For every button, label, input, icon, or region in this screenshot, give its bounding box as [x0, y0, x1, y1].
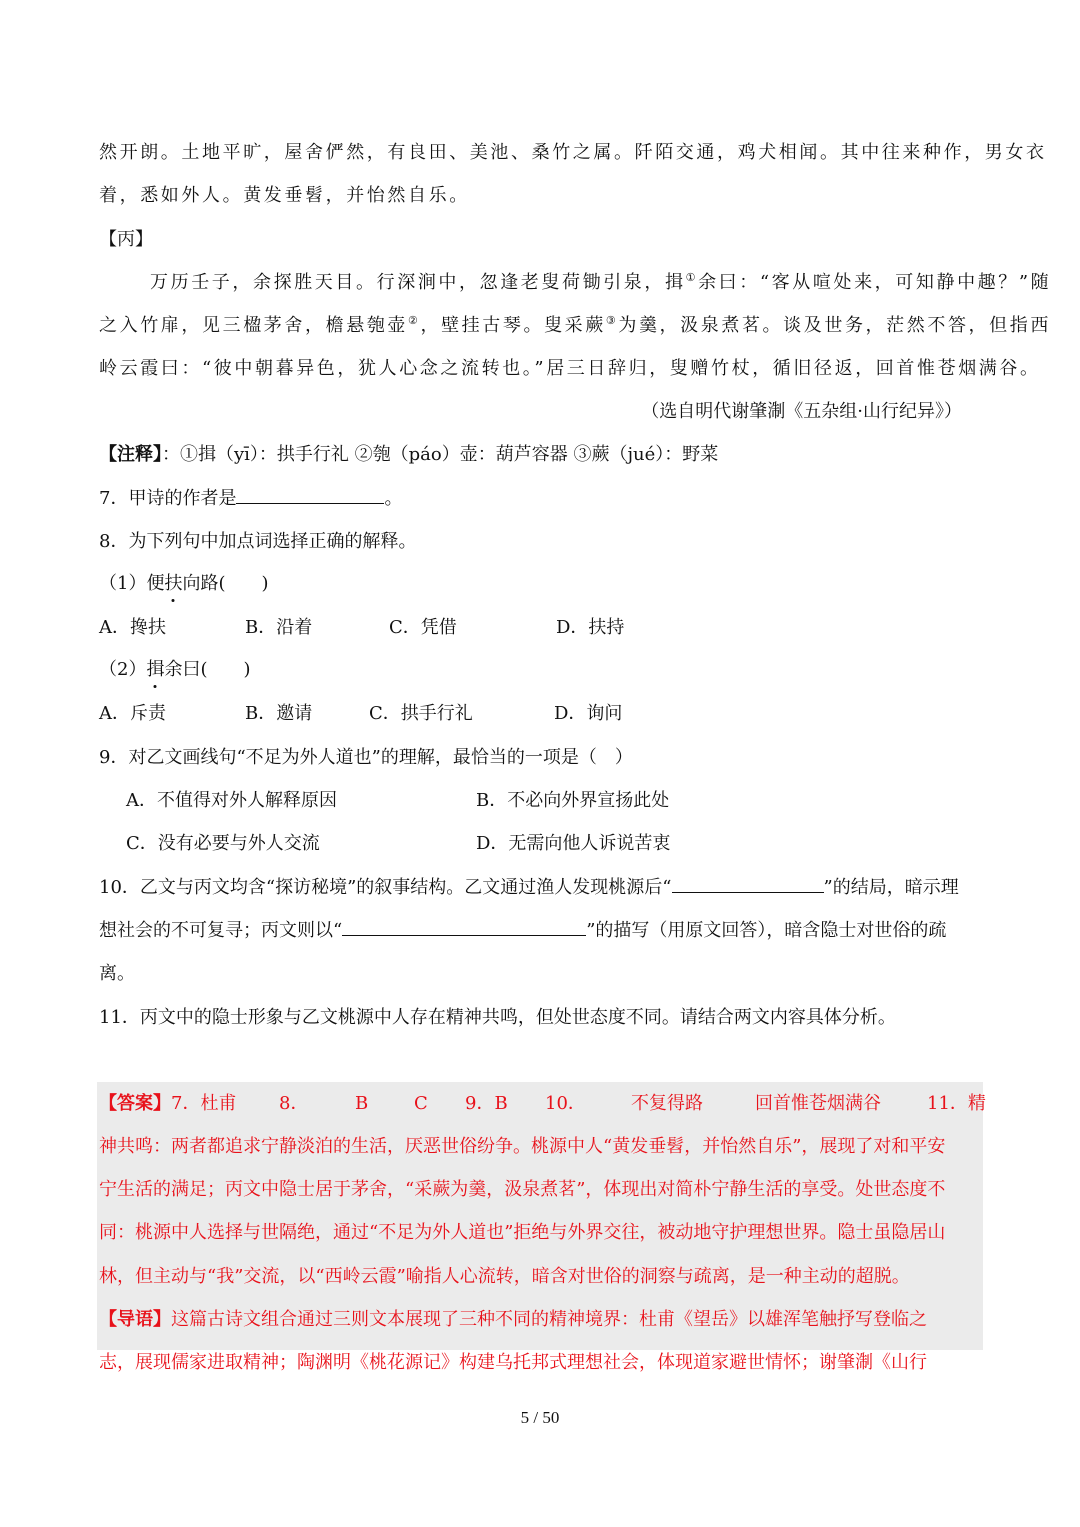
option-d[interactable]: D．无需向他人诉说苦衷 [476, 833, 671, 854]
option-b[interactable]: B．邀请 [245, 703, 313, 724]
question-11: 11．丙文中的隐士形象与乙文桃源中人存在精神共鸣，但处世态度不同。请结合两文内容具体分析。 [99, 1007, 896, 1028]
text-line: 万历壬子，余探胜天目。行深涧中，忽逢老叟荷锄引泉，揖①余曰：“客从喧处来，可知静中趣？”随 [150, 271, 1052, 293]
guide-line: 志，展现儒家进取精神；陶渊明《桃花源记》构建乌托邦式理想社会，体现道家避世情怀；谢肇淛《山行 [99, 1352, 927, 1373]
page-number: 5 / 50 [520, 1408, 560, 1427]
option-a[interactable]: A．不值得对外人解释原因 [126, 790, 337, 811]
question-8-1: （1）便扶向路( ) [99, 573, 269, 594]
option-c[interactable]: C．拱手行礼 [369, 703, 473, 724]
option-d[interactable]: D．询问 [554, 703, 623, 724]
option-d[interactable]: D．扶持 [556, 617, 625, 638]
text-line: 岭云霞曰：“彼中朝暮异色，犹人心念之流转也。”居三日辞归，叟赠竹杖，循旧径返，回首惟苍烟满谷。 [99, 358, 1041, 379]
source-citation: （选自明代谢肇淛《五杂组·山行纪异》） [641, 401, 962, 422]
question-10-line: 离。 [99, 963, 135, 984]
option-a[interactable]: A．斥责 [99, 703, 166, 724]
answer-line: 林，但主动与“我”交流，以“西岭云霞”喻指人心流转，暗含对世俗的洞察与疏离，是一种主动的超脱。 [99, 1266, 910, 1287]
answer-blank[interactable] [342, 919, 586, 936]
dotted-char: 扶 [164, 573, 183, 594]
answer-line: 神共鸣：两者都追求宁静淡泊的生活，厌恶世俗纷争。桃源中人“黄发垂髫，并怡然自乐”，展现了对和平安 [99, 1136, 946, 1157]
text-line: 之入竹扉，见三楹茅舍，檐悬匏壶②，壁挂古琴。叟采蕨③为羹，汲泉煮茗。谈及世务，茫然不答，但指西 [99, 314, 1051, 336]
question-7: 7．甲诗的作者是 。 [99, 488, 403, 509]
answer-blank[interactable] [672, 876, 824, 893]
answer-line: 宁生活的满足；丙文中隐士居于茅舍，“采蕨为羹，汲泉煮茗”，体现出对简朴宁静生活的享受。处世态度不 [99, 1179, 946, 1200]
option-b[interactable]: B．不必向外界宣扬此处 [476, 790, 670, 811]
option-a[interactable]: A．搀扶 [99, 617, 166, 638]
question-8-2: （2）揖余曰( ) [99, 659, 251, 680]
guide-line: 【导语】这篇古诗文组合通过三则文本展现了三种不同的精神境界：杜甫《望岳》以雄浑笔触抒写登临之 [99, 1309, 927, 1330]
text-line: 着，悉如外人。黄发垂髫，并怡然自乐。 [99, 185, 470, 206]
option-b[interactable]: B．沿着 [245, 617, 313, 638]
section-header-bing: 【丙】 [99, 229, 153, 250]
dotted-char: 揖 [146, 659, 165, 680]
answer-line: 同：桃源中人选择与世隔绝，通过“不足为外人道也”拒绝与外界交往，被动地守护理想世界。隐士虽隐居山 [99, 1222, 946, 1243]
text-line: 然开朗。土地平旷，屋舍俨然，有良田、美池、桑竹之属。阡陌交通，鸡犬相闻。其中往来种作，男女衣 [99, 142, 1047, 163]
question-10-line: 10．乙文与丙文均含“探访秘境”的叙事结构。乙文通过渔人发现桃源后“ ”的结局，暗示理 [99, 877, 959, 898]
question-9: 9．对乙文画线句“不足为外人道也”的理解，最恰当的一项是（ ） [99, 747, 633, 768]
option-c[interactable]: C．没有必要与外人交流 [126, 833, 320, 854]
notes-line: 【注释】：①揖（yī）：拱手行礼 ②匏（páo）壶：葫芦容器 ③蕨（jué）：野菜 [99, 444, 719, 465]
answer-line: 【答案】7．杜甫 8． B C 9．B 10． 不复得路 回首惟苍烟满谷 11．精 [99, 1093, 986, 1114]
answer-blank[interactable] [236, 487, 384, 504]
question-8: 8．为下列句中加点词选择正确的解释。 [99, 531, 417, 552]
question-10-line: 想社会的不可复寻；丙文则以“ ”的描写（用原文回答），暗含隐士对世俗的疏 [99, 920, 947, 941]
option-c[interactable]: C．凭借 [389, 617, 457, 638]
